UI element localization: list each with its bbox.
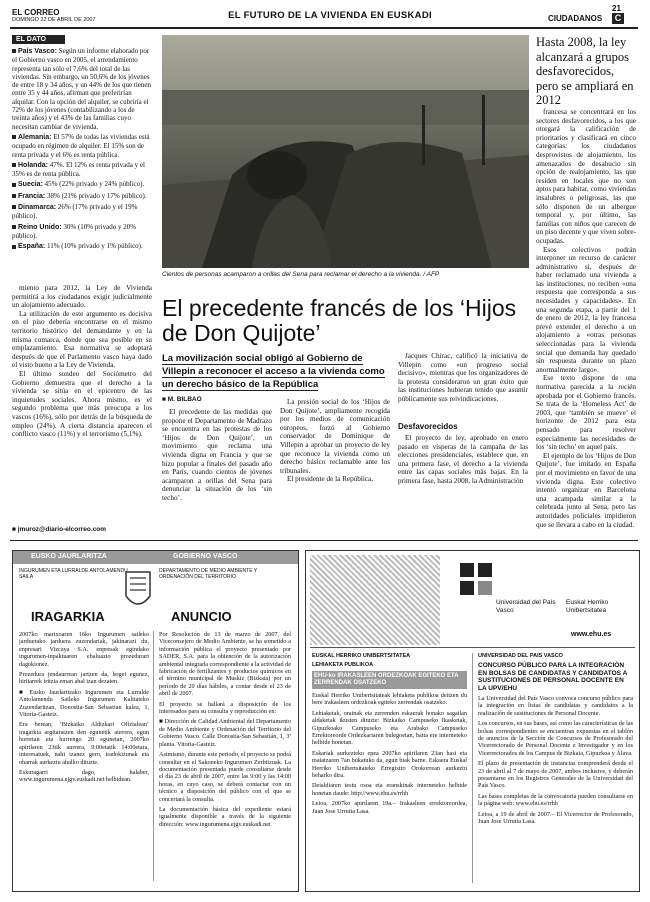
paragraph: ■ Eusko Jaurlaritzako Ingurumen eta Lurralde Antolamendu Saileko Ingurumen Kalitateko Zuzendaritzan, Donostia-San Sebastian kalea, 1, Vitoria-Gasteiz. xyxy=(19,688,149,719)
basque-government-emblem xyxy=(118,568,158,618)
bullet-square-icon xyxy=(12,135,16,139)
bullet-square-icon xyxy=(12,205,16,209)
author-email: ■ jmuroz@diario-elcorreo.com xyxy=(12,526,107,533)
data-item-text: 38% (21% privado y 17% público). xyxy=(45,191,147,200)
article-column-c2 xyxy=(398,434,528,534)
data-item xyxy=(12,180,152,189)
data-item-key: Suecia: xyxy=(18,181,43,189)
paragraph: Leioa, 2007ko apirilaren 19a.– Irakasleen errektoreordea, Juan Jose Urrutia Lasa. xyxy=(312,800,467,815)
paragraph: Los concursos, en sus bases, así como las características de las bolsas correspondientes se encuentran expuestas en el tablón de anuncios de la Sección de Concursos de Profesorado del Vicerrectorado de Personal Docente e Investigador y en los Vicerrectorados de los Campus de Bizkaia, Gipuzkoa y Álava. xyxy=(478,720,633,757)
ad-upv-ehu xyxy=(305,550,640,892)
ad-title-left: IRAGARKIA xyxy=(31,609,105,624)
data-item-key: Reino Unido: xyxy=(18,223,62,231)
bullet-square-icon xyxy=(12,245,16,249)
paragraph: Lehiaketak, orainak eta zerrenden eskaerak honako sagailan aldaketak ikusten dituzte: Bizkaiko Campuseko Ikasketak, Gipuzkoako Campuseko eta Arabako Campuseko Errektoreorde Ordezkariaren bulegoetan, baita ere interneteko helbide honetan. xyxy=(312,709,467,747)
paragraph: Esos colectivos podrán interponer un recurso de carácter administrativo si, después de haber reclamado una vivienda a las instituciones, no reciben «una respuesta que corresponda a sus necesidades y capacidades». En una segunda etapa, a partir del 1 de enero de 2012, la ley francesa prevé extender el derecho a un alojamiento a «otras personas seleccionadas para la vivienda social que demanda hay quedado sin respuesta durante un plazo anormalmente largo». xyxy=(536,245,636,374)
photo-illustration xyxy=(162,35,529,268)
ad-column-basque xyxy=(312,653,467,887)
ad-dept-left: EUSKO JAURLARITZA xyxy=(31,553,107,560)
data-item-key: Holanda: xyxy=(18,161,48,169)
bullet-square-icon xyxy=(12,225,16,229)
data-item xyxy=(12,133,152,159)
bullet-square-icon xyxy=(12,183,16,187)
section-badge: C xyxy=(612,13,624,24)
ad-left-body xyxy=(312,692,467,815)
ad-subdept-left: INGURUMEN ETA LURRALDE ANTOLAMENDU SAILA xyxy=(19,568,128,580)
ad-inner-divider xyxy=(472,653,473,883)
paragraph: Eskuragarri dago, halaber, www.ingurumena.ejgv.euskadi.net helbidean. xyxy=(19,768,149,784)
bullet-square-icon xyxy=(12,49,16,53)
upv-logo xyxy=(456,559,496,599)
ad-dept-right: GOBIERNO VASCO xyxy=(173,553,238,560)
issue-date: DOMINGO 22 DE ABRIL DE 2007 xyxy=(12,17,96,23)
page-number: 21 xyxy=(612,4,621,13)
paragraph: francesa se concentrará en los sectores desfavorecidos, a los que otorgará la calificación de prioritarios y clasificará en cinco categorías: los ciudadanos desprovistos de alojamiento, los amenazados de desahucio sin opción de realojamiento, las que residen en locales que no son aptos para habitar, como viviendas insalubres o peligrosas, las que sólo disponen de un albergue temporal y, por último, las familias con niños que carecen de un piso decente y que viven sobre-ocupadas. xyxy=(536,108,636,245)
paragraph: La utilización de este argumento es decisiva en el piso debería encontrarse en el mismo territorio histórico del demandante y en la misma comarca, donde que sea posible en su emplazamiento. Esa normativa se adoptará después de que el Parlamento vasco haya dado el visto bueno a la Ley de Vivienda. xyxy=(12,309,152,370)
article-column-a xyxy=(162,408,272,534)
paragraph: La presión social de los ‘Hijos de Don Quijote’, ampliamente recogida por los medios de comunicación europeos, forzó al Gobierno conservador de Dominique de Villepin a aprobar un proyecto de ley que reconoce la vivienda como un derecho básico reclamable ante los tribunales. xyxy=(280,398,390,475)
ad-left-title: EHU-ko IRAKASLEEN ORDEZKOAK EGITEKO ETA ZERRENDAK OSATZEKO xyxy=(312,671,467,689)
emblem-icon xyxy=(118,568,158,618)
ad-left-sub: LEHIAKETA PUBLIKOA xyxy=(312,662,374,668)
paragraph: Eskariak aurkezteko epea 2007ko apirilaren 23an hasi eta maiatzaren 7an bukatuko da, egun biak barne. Eskaera Euskal Herriko Unibertsitateko Erregistro Orokorrean aurkeztu beharko dira. xyxy=(312,749,467,780)
section-title: EL FUTURO DE LA VIVIENDA EN EUSKADI xyxy=(228,10,432,21)
data-item-text: 47%. El 12% es renta privada y el 35% es de renta pública. xyxy=(12,160,145,179)
ad-title-right: ANUNCIO xyxy=(171,609,232,624)
ad-subdept-right: DEPARTAMENTO DE MEDIO AMBIENTE Y ORDENACIÓN DEL TERRITORIO xyxy=(159,568,258,580)
data-item xyxy=(12,192,152,201)
bullet-square-icon xyxy=(12,194,16,198)
paragraph: miento para 2012, la Ley de Vivienda permitirá a los ciudadanos exigir judicialmente un alojamiento adecuado. xyxy=(12,284,152,310)
bullet-square-icon xyxy=(12,163,16,167)
data-item xyxy=(12,223,152,241)
photo-caption: Cientos de personas acamparon a orillas del Sena para reclamar el derecho a la vivienda. / AFP xyxy=(162,271,440,278)
university-logo-icon xyxy=(456,559,496,599)
article-subhead: Desfavorecidos xyxy=(398,422,458,431)
article-column-c xyxy=(398,352,528,418)
ad-text-basque xyxy=(19,631,149,886)
paragraph: ■ Dirección de Calidad Ambiental del Departamento de Medio Ambiente y Ordenación del Territorio del Gobierno Vasco. Calle Donostia-San Sebastián, 1, 3ª planta. Vitoria-Gasteiz. xyxy=(159,718,291,748)
article-photo xyxy=(162,35,529,268)
data-item-key: Alemania: xyxy=(18,133,52,141)
ad-column-spanish xyxy=(478,653,633,887)
data-box xyxy=(12,35,152,275)
data-item xyxy=(12,47,152,131)
data-item-text: 30% (10% privado y 20% público). xyxy=(12,222,137,240)
paragraph: El proyecto se hallará a disposición de los interesados para su consulta y reproducción en: xyxy=(159,700,291,716)
data-item-text: 26% (17% privado y el 19% público). xyxy=(12,203,138,221)
logo-text-eu: Euskal Herriko Unibertsitatea xyxy=(566,599,609,614)
data-item-key: Francia: xyxy=(18,192,46,200)
article-lead-text: La movilización social obligó al Gobierno de Villepin a reconocer el acceso a la vivienda como un derecho básico de la República xyxy=(162,353,385,390)
paragraph: 2007ko martxoaren 16ko Ingurumen saileko jarduerako jarduera zuzendariak, jakinarazi du, enpresari Vizcaya S.A. enpresak egindako ingurumen-inpaktuaren ebaluazio prozedurari dagokionez. xyxy=(19,631,149,668)
paragraph: Ese texto dispone de una normativa parecida a la recién aprobada por el Gobierno francés. Se trata de la ‘Homeless Act’ de 2003, que ‘también se mueve’ el horizonte de 2012 para esta pensado para resolver especialmente las necesidades de los ‘sin techo’ en aquel país. xyxy=(536,374,636,452)
pull-quote: Hasta 2008, la ley alcanzará a grupos desfavorecidos, pero se ampliará en 2012 xyxy=(536,35,634,107)
article-byline: ■ M. BILBAO xyxy=(162,396,202,403)
ad-dept-bar xyxy=(13,551,298,564)
data-item-key: España: xyxy=(18,243,46,251)
newspaper-name: EL CORREO xyxy=(12,8,60,17)
paragraph: Leioa, a 19 de abril de 2007.– El Vicerrector de Profesorado, Juan Jose Urrutia Lasa. xyxy=(478,810,633,826)
paragraph: La documentación básica del expediente estará igualmente disponible a través de la siguiente dirección: www.ingurumena.ejgv.euskadi.net xyxy=(159,805,291,828)
paragraph: Euskal Herriko Unibertsitateak lehiaketa publikoa deitzen du bere irakasleen ordezkoak egiteko zerrendak osatzeko. xyxy=(312,692,467,707)
ad-left-header: EUSKAL HERRIKO UNIBERTSITATEA xyxy=(312,653,411,659)
data-item-text: Según un informe elaborado por el Gobierno vasco en 2005, el arrendamiento representa tan sólo el 7,6% del total de las viviendas. Sin embargo, un 50,6% de los jóvenes de entre 18 y 34 años, y un 44% de los que tienen entre 35 y 44 años, afirman que preferirían alquilar. Con la opción del alquiler, se cubriría el 72% de los jóvenes (contabilizando a los de treinta años) y el 43% de las familias cuyo necesitan cambiar de vivienda. xyxy=(12,47,151,131)
article-column-left xyxy=(12,284,152,524)
paragraph: El ejemplo de los ‘Hijos de Don Quijote’, fue imitado en España por el movimiento en favor de una vivienda digna. Este colectivo intentó organizar en Barcelona una acampada similar a la celebrada junto al Sena, pero las autoridades policiales impidieron que se llevara a cabo en la ciudad. xyxy=(536,451,636,529)
paragraph: El proyecto de ley, aprobado en enero pasado en vísperas de la campaña de las elecciones presidenciales, establece que, en una primera fase, el derecho a la vivienda entre las capas sociales más bajas. En la primera fase, hasta 2008, la Administración xyxy=(398,434,528,485)
data-item-key: Dinamarca: xyxy=(18,204,57,212)
paragraph: El presidente de la República, xyxy=(287,475,374,484)
ad-gobierno-vasco xyxy=(12,550,299,892)
logo-text-es: Universidad del País Vasco xyxy=(496,599,556,614)
ad-url[interactable]: www.ehu.es xyxy=(571,631,612,638)
ad-pattern-block xyxy=(310,555,440,645)
paragraph: La Universidad del País Vasco convoca concurso público para la integración en listas de candidatas y candidatos a la realización de sustituciones de Personal Docente. xyxy=(478,695,633,717)
paragraph: El último sondeo del Sociómetro del Gobierno demuestra que el derecho a la vivienda se sitúa en el epicentro de las inquietudes sociales. Ahora mismo, es el segundo problema que más preocupa a los vascos (16%), sólo por detrás de la búsqueda de empleo (24%). A cierta distancia aparecen el conflicto vasco (11%) y el terrorismo (5,1%). xyxy=(12,369,152,439)
data-item-key: País Vasco: xyxy=(18,48,57,55)
ad-right-title: CONCURSO PÚBLICO PARA LA INTEGRACIÓN EN BOLSAS DE CANDIDATAS Y CANDIDATOS A SUSTITUCIONES DE PERSONAL DOCENTE EN LA UPV/EHU xyxy=(478,662,628,692)
header-rule xyxy=(10,27,638,29)
data-box-items xyxy=(12,47,152,252)
data-item xyxy=(12,161,152,179)
article-headline: El precedente francés de los ‘Hijos de Don Quijote’ xyxy=(162,295,517,346)
paragraph: Por Resolución de 13 de marzo de 2007, del Viceconsejero de Medio Ambiente, se ha sometido a información pública el proyecto presentado por SADER, S.A. para la obtención de la autorización ambiental integrada correspondiente a la actividad de fabricación de fertilizantes y productos químicos en el término municipal de Muskiz (Bizkaia) por un período de 20 días hábiles, a contar desde el 23 de abril de 2007. xyxy=(159,631,291,698)
data-item-text: 45% (22% privado y 24% público). xyxy=(42,180,145,189)
data-box-label: EL DATO xyxy=(12,35,65,44)
ad-text-spanish xyxy=(159,631,291,886)
ad-right-body xyxy=(478,695,633,826)
data-item xyxy=(12,203,152,221)
paragraph: Prozedura jendaurrean jartzen da, hogei egunez, hiritarrek iritzia eman ahal izan dezaten. xyxy=(19,671,149,686)
paragraph: Era berean, ‘Bizkaiko Aldizkari Ofizialean’ iragarkia argitaratzen den egunetik aurrera, egun horretan eta hurrengo 20 egunetan, 2007ko apirilaren 23tik aurrera, 9:00etatik 14:00etara, interesatuek, nahi izanez gero, iradokizunak eta oharrak aurkeztu ahalko dituzte. xyxy=(19,721,149,766)
paragraph: Asimismo, durante este periodo, el proyecto se podrá consultar en el Sakoneko Ingurumen Zerbitzuak. La documentación presentada puede consultarse desde el día 23 de abril de 2007, entre las 9:00 y las 14:00 horas, en cuyo caso, se deberá contactar con un técnico a disposición del público con el que se concertará la consulta. xyxy=(159,751,291,803)
article-column-b xyxy=(280,398,390,534)
paragraph: El precedente de las medidas que propone el Departamento de Madrazo se encuentra en las protestas de los ‘Hijos de Don Quijote’, un movimiento que reclama una vivienda digna en Francia y que se hizo popular a finales del pasado año en París, cuando cientos de jóvenes acamparon a orillas del Sena para denunciar la situación de los ‘sin techo’. xyxy=(162,408,272,502)
data-item-text: 11% (10% privado y 1% público). xyxy=(45,242,143,251)
data-item-text: El 57% de todas las viviendas está ocupado en régimen de alquiler. El 15% son de renta privada y el 6% es renta pública. xyxy=(12,132,150,159)
section-name: CIUDADANOS xyxy=(548,14,603,23)
article-column-right xyxy=(536,108,636,540)
ad-right-header: UNIVERSIDAD DEL PAÍS VASCO xyxy=(478,653,563,659)
paragraph: Deialdiaren testu osoa eta eranskinak interneteko helbide honetan daude: http://www.ehu.es/rrhh xyxy=(312,782,467,797)
paragraph: Las bases completas de la convocatoria pueden consultarse en la página web: www.ehu.es/rrhh xyxy=(478,792,633,808)
paragraph: Jacques Chirac, calificó la iniciativa de Villepin como «un progreso social decisivo», mientras que los organizadores de la protesta consideraron un gran éxito que las instituciones hubieran tenido que asumir públicamente sus reivindicaciones. xyxy=(398,352,528,403)
ads-divider xyxy=(10,540,638,541)
ad-rule xyxy=(310,647,635,648)
data-item xyxy=(12,242,152,251)
paragraph: El plazo de presentación de instancias comprenderá desde el 23 de abril al 7 de mayo de 2007, ambos inclusive, y deberán presentarse en los Registros Generales de la Universidad del País Vasco. xyxy=(478,760,633,790)
ad-column-divider xyxy=(153,631,154,881)
article-lead xyxy=(162,352,392,391)
